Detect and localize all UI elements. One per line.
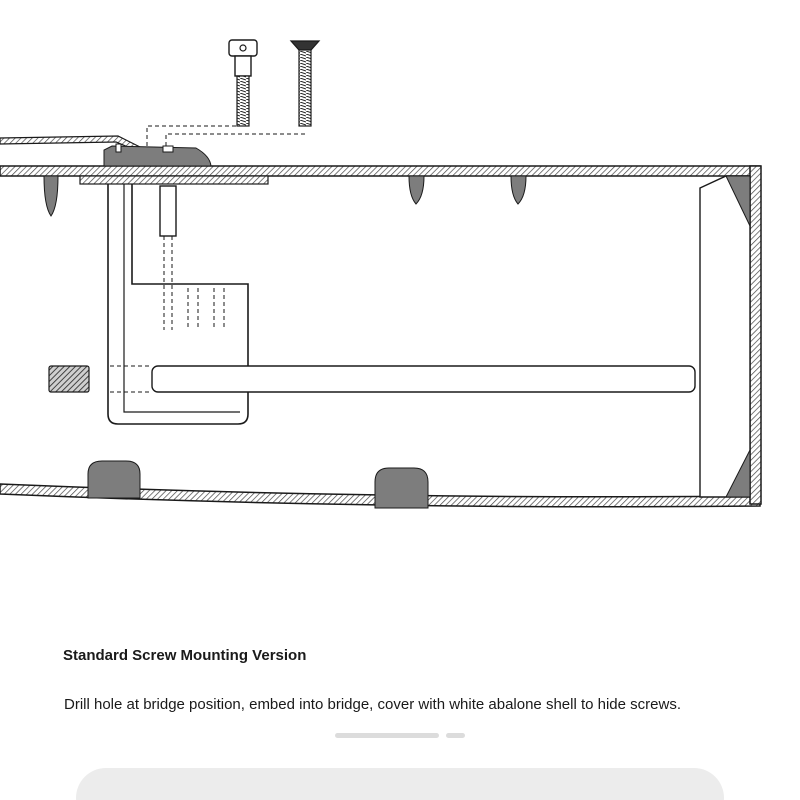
- screw-guide-lines: [147, 126, 305, 146]
- top-plate: [0, 166, 760, 176]
- caption-title: Standard Screw Mounting Version: [63, 647, 307, 664]
- jack-block: [49, 366, 89, 392]
- pager-dot[interactable]: [446, 733, 465, 738]
- pager-dot-active[interactable]: [335, 733, 439, 738]
- control-rod: [152, 366, 695, 392]
- bridge-plate: [80, 176, 268, 184]
- end-block: [700, 176, 750, 497]
- next-card-peek: [76, 768, 724, 800]
- countersunk-screw-icon: [291, 41, 319, 126]
- bridge: [104, 144, 211, 166]
- caption-description: Drill hole at bridge position, embed into bridge, cover with white abalone shell to hide screws.: [64, 696, 681, 713]
- button-screw-icon: [229, 40, 257, 126]
- side-wall: [750, 166, 761, 504]
